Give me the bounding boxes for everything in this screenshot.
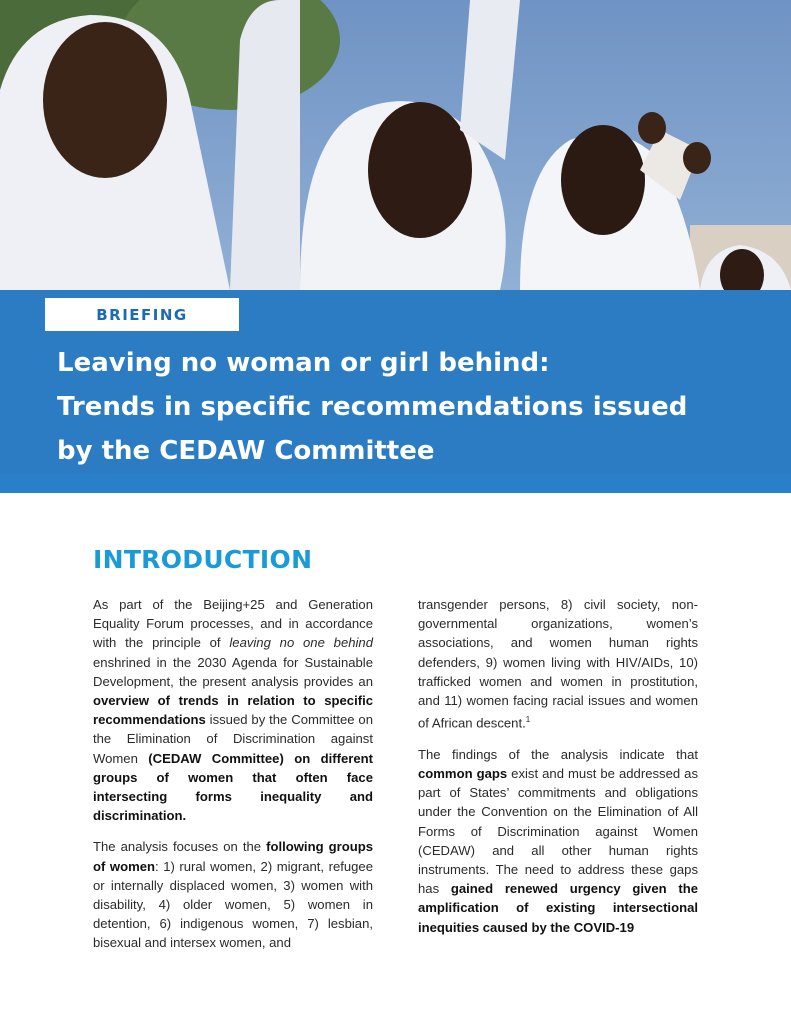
title-line-3: by the CEDAW Committee [57,436,435,466]
document-title [57,341,757,473]
intro-paragraph-4: The findings of the analysis indicate that common gaps exist and must be addressed as part of States’ commitments and obligations under the Convention on the Elimination of All Forms of Discrimination against Women (CEDAW) and all other human rights instruments. The need to address these gaps has gained renewed urgency given the amplification of existing intersectional inequities caused by the COVID-19 [418,746,698,935]
intro-paragraph-3: transgender persons, 8) civil society, non-governmental organizations, women’s associations, and women human rights defenders, 9) women living with HIV/AIDs, 10) trafficked women and women in prostitution, and 11) women facing racial issues and women of African descent.$^1$ [418,597,698,731]
title-line-2: Trends in specific recommendations issued [57,392,688,422]
left-column [93,595,373,965]
intro-paragraph-2: The analysis focuses on the following groups of women: 1) rural women, 2) migrant, refugee or internally displaced women, 3) women with disability, 4) older women, 5) women in detention, 6) indigenous women, 7) lesbian, bisexual and intersex women, and [93,839,373,951]
intro-paragraph-1: As part of the Beijing+25 and Generation Equality Forum processes, and in accordance with the principle of leaving no one behind enshrined in the 2030 Agenda for Sustainable Development, the present analysis provides an overview of trends in relation to specific recommendations issued by the Committee on the Elimination of Discrimination against Women (CEDAW Committee) on different groups of women that often face intersecting forms inequality and discrimination. [93,597,374,824]
briefing-label: BRIEFING [96,305,188,324]
title-line-1: Leaving no woman or girl behind: [57,348,550,378]
footnote-ref[interactable]: 1 [525,715,531,725]
title-band-strip [0,473,791,493]
section-heading: INTRODUCTION [93,545,313,574]
right-column [418,595,698,949]
briefing-badge [45,298,239,331]
